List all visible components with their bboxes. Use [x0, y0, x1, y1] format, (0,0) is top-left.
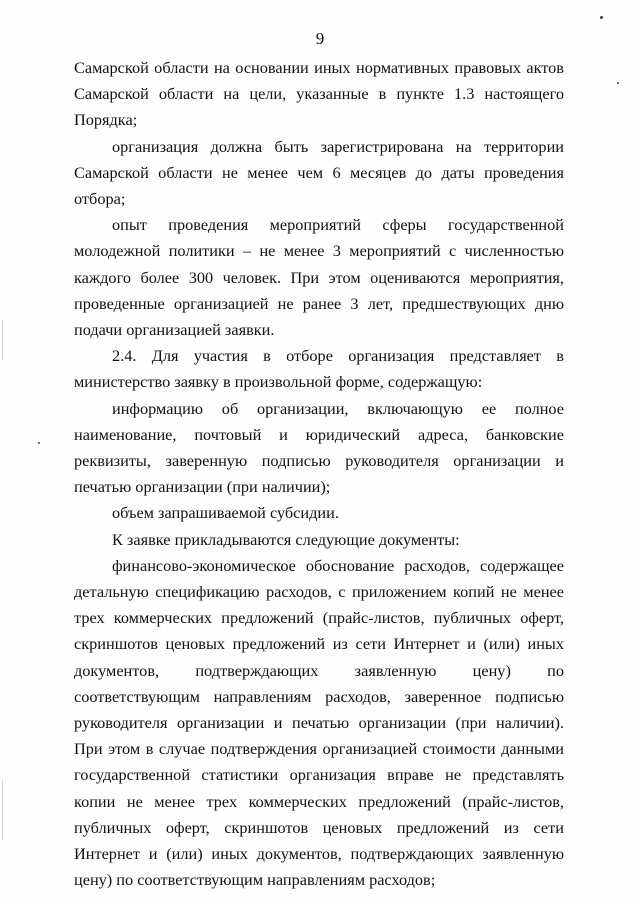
paragraph-organization-info: информацию об организации, включающую ее полное наименование, почтовый и юридический адреса, банковские реквизиты, заверенную подписью руководителя организации и печатью организации (при наличии);: [74, 398, 564, 497]
paragraph-continuation: Самарской области на основании иных нормативных правовых актов Самарской области на цели, указанные в пункте 1.3 настоящего Порядка;: [74, 58, 564, 130]
paragraph-experience-requirement: опыт проведения мероприятий сферы государственной молодежной политики – не менее 3 мероприятий с численностью каждого более 300 человек. При этом оцениваются мероприятия, проведенные организацией не ранее 3 лет, предшествующих дню подачи организацией заявки.: [74, 215, 564, 340]
scan-speck: [617, 82, 619, 84]
scan-edge-mark: [2, 780, 3, 840]
scan-speck: [38, 442, 40, 444]
paragraph-section-2-4: 2.4. Для участия в отборе организация представляет в министерство заявку в произвольной форме, содержащую:: [74, 346, 564, 392]
scan-speck: [600, 16, 603, 19]
page-number: 9: [315, 29, 325, 48]
scan-edge-mark: [2, 320, 3, 360]
paragraph-attachments-intro: К заявке прикладываются следующие документы:: [112, 529, 460, 549]
paragraph-subsidy-amount: объем запрашиваемой субсидии.: [112, 503, 339, 523]
document-body: [74, 55, 564, 894]
paragraph-registration-requirement: организация должна быть зарегистрирована на территории Самарской области не менее чем 6 месяцев до даты проведения отбора;: [74, 136, 564, 209]
paragraph-financial-justification: финансово-экономическое обоснование расходов, содержащее детальную спецификацию расходов, с приложением копий не менее трех коммерческих предложений (прайс-листов, публичных оферт, скриншотов ценовых предложений из сети Интернет и (или) иных документов, подтверждающих заявленную цену) по соответствующим направлениям расходов, заверенное подписью руководителя организации и печатью организации (при наличии). При этом в случае подтверждения организацией стоимости данными государственной статистики организация вправе не представлять копии не менее трех коммерческих предложений (прайс-листов, публичных оферт, скриншотов ценовых предложений из сети Интернет и (или) иных документов, подтверждающих заявленную цену) по соответствующим направлениям расходов;: [74, 555, 564, 890]
